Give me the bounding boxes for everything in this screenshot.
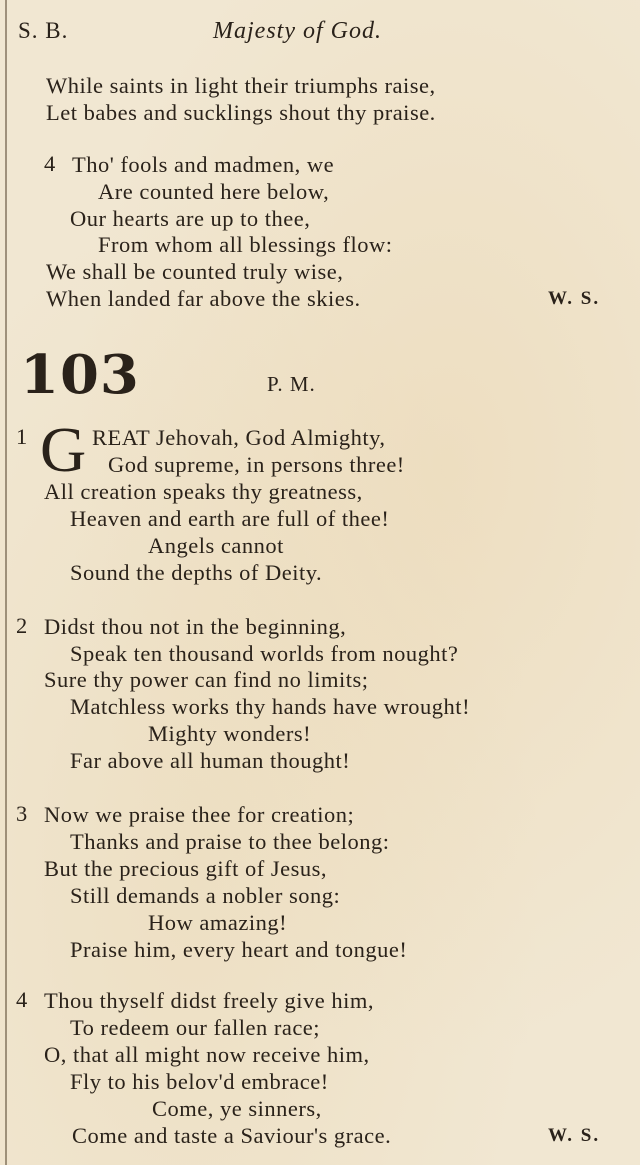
stanza-number: 1 (16, 424, 28, 449)
verse-line: REAT Jehovah, God Almighty, (92, 425, 386, 450)
author-attribution: W. S. (548, 1125, 601, 1146)
running-header-title: Majesty of God. (213, 18, 382, 44)
verse-line: Far above all human thought! (70, 748, 351, 773)
verse-line: Come, ye sinners, (152, 1096, 322, 1121)
verse-line: Our hearts are up to thee, (70, 206, 311, 231)
verse-line: While saints in light their triumphs raise, (46, 73, 436, 98)
verse-line: Mighty wonders! (148, 721, 312, 746)
verse-line: O, that all might now receive him, (44, 1042, 370, 1067)
verse-line: Thou thyself didst freely give him, (44, 988, 374, 1013)
hymn-number: 103 (20, 343, 140, 407)
verse-line: How amazing! (148, 910, 288, 935)
verse-line: Matchless works thy hands have wrought! (70, 694, 471, 719)
stanza-number: 4 (44, 151, 56, 176)
verse-line: Angels cannot (148, 533, 284, 558)
stanza-number: 4 (16, 987, 28, 1012)
verse-line: Still demands a nobler song: (70, 883, 341, 908)
verse-line: God supreme, in persons three! (108, 452, 405, 477)
verse-line: Fly to his belov'd embrace! (70, 1069, 329, 1094)
verse-line: Heaven and earth are full of thee! (70, 506, 390, 531)
verse-line: Speak ten thousand worlds from nought? (70, 641, 459, 666)
verse-line: Come and taste a Saviour's grace. (72, 1123, 392, 1148)
verse-line: Thanks and praise to thee belong: (70, 829, 390, 854)
verse-line: All creation speaks thy greatness, (44, 479, 363, 504)
running-header-initials: S. B. (18, 18, 69, 43)
verse-line: Tho' fools and madmen, we (72, 152, 335, 177)
verse-line: But the precious gift of Jesus, (44, 856, 327, 881)
drop-cap: G (40, 414, 87, 485)
verse-line: Didst thou not in the beginning, (44, 614, 347, 639)
stanza-number: 3 (16, 801, 28, 826)
verse-line: Now we praise thee for creation; (44, 802, 355, 827)
verse-line: From whom all blessings flow: (98, 232, 393, 257)
verse-line: Sure thy power can find no limits; (44, 667, 369, 692)
page-binding-edge (5, 0, 7, 1165)
verse-line: Let babes and sucklings shout thy praise. (46, 100, 436, 125)
verse-line: Are counted here below, (98, 179, 330, 204)
verse-line: When landed far above the skies. (46, 286, 361, 311)
verse-line: Praise him, every heart and tongue! (70, 937, 408, 962)
verse-line: To redeem our fallen race; (70, 1015, 321, 1040)
stanza-number: 2 (16, 613, 28, 638)
hymn-meter: P. M. (267, 372, 316, 396)
author-attribution: W. S. (548, 288, 601, 309)
verse-line: Sound the depths of Deity. (70, 560, 323, 585)
verse-line: We shall be counted truly wise, (46, 259, 344, 284)
